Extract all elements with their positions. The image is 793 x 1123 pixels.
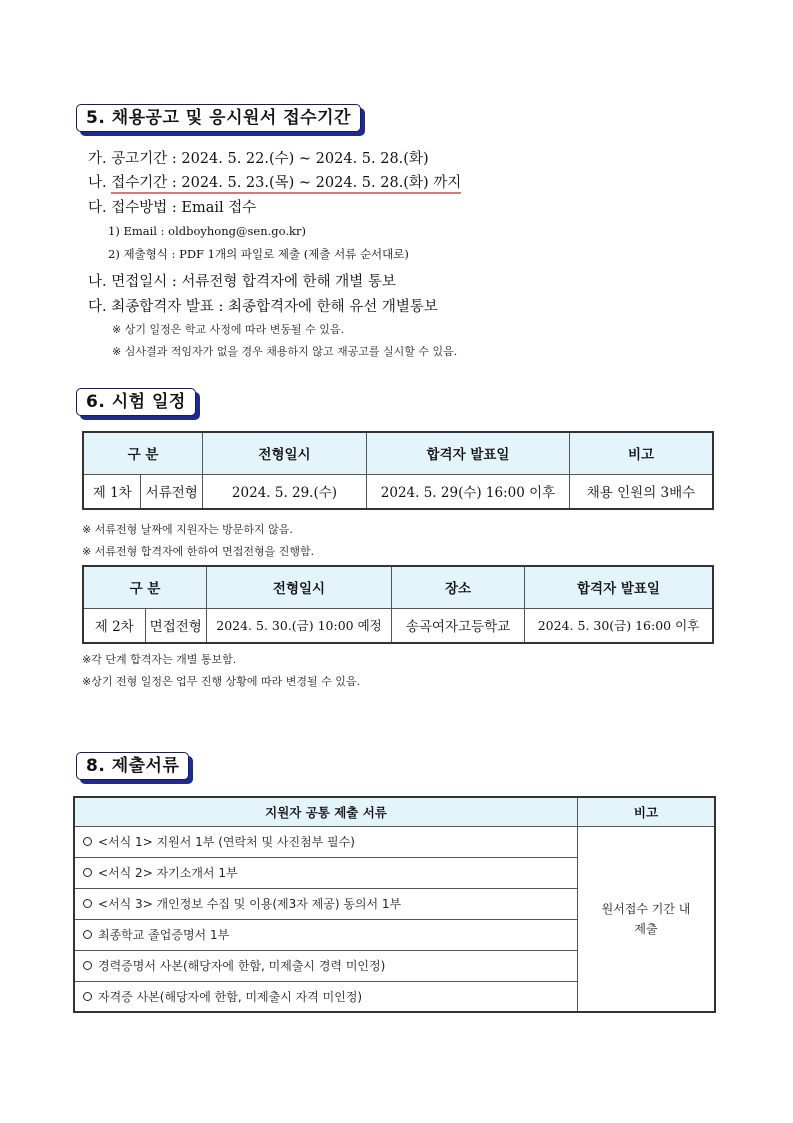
- header-remarks: 비고: [570, 432, 714, 474]
- header-exam-date: 전형일시: [207, 566, 392, 608]
- circle-bullet-icon: [83, 837, 92, 846]
- circle-bullet-icon: [83, 961, 92, 970]
- header-location: 장소: [392, 566, 525, 608]
- submission-remark: 원서접수 기간 내 제출: [578, 826, 716, 1012]
- document-item: 최종학교 졸업증명서 1부: [74, 919, 578, 950]
- document-item: <서식 1> 지원서 1부 (연락처 및 사진첨부 필수): [74, 826, 578, 857]
- document-item: 경력증명서 사본(해당자에 한함, 미제출시 경력 미인정): [74, 950, 578, 981]
- header-division: 구 분: [83, 566, 207, 608]
- header-exam-date: 전형일시: [203, 432, 367, 474]
- note-reannouncement: ※ 심사결과 적임자가 없을 경우 채용하지 않고 재공고를 실시할 수 있음.: [112, 345, 458, 358]
- exam-schedule-table-1: [82, 431, 714, 510]
- header-common-documents: 지원자 공통 제출 서류: [74, 797, 578, 826]
- interview-date: 나. 면접일시 : 서류전형 합격자에 한해 개별 통보: [88, 274, 396, 290]
- final-announcement: 다. 최종합격자 발표 : 최종합격자에 한해 유선 개별통보: [88, 299, 438, 315]
- circle-bullet-icon: [83, 899, 92, 908]
- circle-bullet-icon: [83, 868, 92, 877]
- remarks: 채용 인원의 3배수: [570, 474, 714, 509]
- section6-heading: 6. 시험 일정: [76, 388, 196, 416]
- stage-label: 제 2차: [83, 608, 145, 643]
- result-date: 2024. 5. 29(수) 16:00 이후: [367, 474, 570, 509]
- recruit-period: 가. 공고기간 : 2024. 5. 22.(수) ~ 2024. 5. 28.(화): [88, 151, 429, 167]
- document-item: <서식 2> 자기소개서 1부: [74, 857, 578, 888]
- exam-date: 2024. 5. 30.(금) 10:00 예정: [207, 608, 392, 643]
- header-result-date: 합격자 발표일: [367, 432, 570, 474]
- result-date: 2024. 5. 30(금) 16:00 이후: [525, 608, 714, 643]
- exam-schedule-table-2: [82, 565, 714, 644]
- document-item: <서식 3> 개인정보 수집 및 이용(제3자 제공) 동의서 1부: [74, 888, 578, 919]
- section8-heading: 8. 제출서류: [76, 752, 189, 780]
- circle-bullet-icon: [83, 992, 92, 1001]
- note-schedule-change: ※상기 전형 일정은 업무 진행 상황에 따라 변경될 수 있음.: [82, 675, 360, 688]
- exam-date: 2024. 5. 29.(수): [203, 474, 367, 509]
- note-interview-only: ※ 서류전형 합격자에 한하여 면접전형을 진행함.: [82, 545, 315, 558]
- section5-heading: 5. 채용공고 및 응시원서 접수기간: [76, 104, 361, 132]
- document-item: 자격증 사본(해당자에 한함, 미제출시 자격 미인정): [74, 981, 578, 1012]
- required-documents-table: [73, 796, 716, 1013]
- stage-type: 면접전형: [145, 608, 207, 643]
- note-schedule-change: ※ 상기 일정은 학교 사정에 따라 변동될 수 있음.: [112, 323, 344, 336]
- header-result-date: 합격자 발표일: [525, 566, 714, 608]
- submission-format: 2) 제출형식 : PDF 1개의 파일로 제출 (제출 서류 순서대로): [108, 247, 409, 261]
- circle-bullet-icon: [83, 930, 92, 939]
- stage-label: 제 1차: [83, 474, 141, 509]
- header-remarks: 비고: [578, 797, 716, 826]
- header-division: 구 분: [83, 432, 203, 474]
- note-no-visit: ※ 서류전형 날짜에 지원자는 방문하지 않음.: [82, 523, 293, 536]
- application-period-prefix: 나.: [88, 175, 112, 191]
- stage-type: 서류전형: [141, 474, 203, 509]
- application-period: [88, 171, 461, 192]
- application-period-text: 접수기간 : 2024. 5. 23.(목) ~ 2024. 5. 28.(화) 까지: [111, 175, 461, 194]
- note-individual-notice: ※각 단계 합격자는 개별 통보함.: [82, 653, 237, 666]
- location: 송곡여자고등학교: [392, 608, 525, 643]
- application-method: 다. 접수방법 : Email 접수: [88, 200, 257, 216]
- email-info: 1) Email : oldboyhong@sen.go.kr): [108, 224, 306, 238]
